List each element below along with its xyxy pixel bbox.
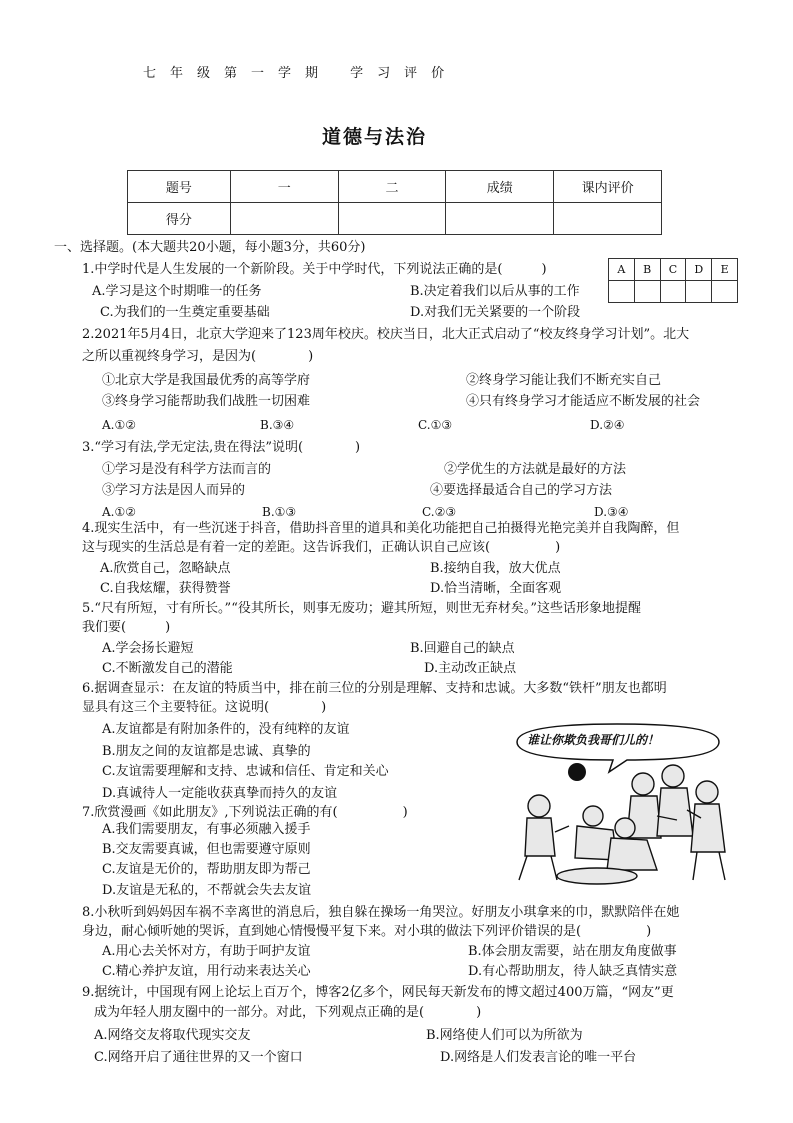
q8-option-c[interactable]: C.精心养护友谊，用行动来表达关心 (102, 964, 311, 979)
q4-option-d[interactable]: D.恰当清晰，全面客观 (430, 581, 562, 596)
subject-title: 道德与法治 (322, 126, 428, 148)
score-table-header: 成绩 (446, 171, 554, 203)
section-heading: 一、选择题。(本大题共20小题，每小题3分，共60分) (54, 240, 366, 255)
answer-cell[interactable] (660, 281, 686, 303)
q2-statement: ③终身学习能帮助我们战胜一切困难 (102, 394, 311, 409)
q2-option-a[interactable]: A.①② (102, 418, 136, 432)
q7-option-d[interactable]: D.友谊是无私的，不帮就会失去友谊 (102, 883, 312, 898)
question-1-stem: 1.中学时代是人生发展的一个新阶段。关于中学时代，下列说法正确的是( ) (82, 262, 547, 277)
q4-option-c[interactable]: C.自我炫耀，获得赞誉 (100, 581, 231, 596)
score-table-header: 一 (230, 171, 338, 203)
answer-letter: B (634, 259, 660, 281)
q8-option-d[interactable]: D.有心帮助朋友，待人缺乏真情实意 (468, 964, 678, 979)
answer-letter: A (609, 259, 635, 281)
q2-statement: ②终身学习能让我们不断充实自己 (466, 373, 662, 388)
q1-option-d[interactable]: D.对我们无关紧要的一个阶段 (410, 305, 581, 320)
q8-option-b[interactable]: B.体会朋友需要，站在朋友角度做事 (468, 944, 677, 959)
q3-statement: ④要选择最适合自己的学习方法 (430, 483, 613, 498)
question-9-stem: 9.据统计，中国现有网上论坛上百万个，博客2亿多个，网民每天新发布的博文超过400万篇，“网友”更 (82, 985, 674, 1000)
q3-statement: ①学习是没有科学方法而言的 (102, 462, 272, 477)
q3-option-a[interactable]: A.①② (102, 505, 136, 519)
question-9-stem: 成为年轻人朋友圈中的一部分。对此，下列观点正确的是( ) (94, 1005, 482, 1020)
question-4-stem: 这与现实的生活总是有着一定的差距。这告诉我们，正确认识自己应该( ) (82, 540, 561, 555)
answer-cell[interactable] (686, 281, 712, 303)
answer-letter: C (660, 259, 686, 281)
q4-option-a[interactable]: A.欣赏自己，忽略缺点 (100, 561, 231, 576)
q9-option-d[interactable]: D.网络是人们发表言论的唯一平台 (440, 1050, 637, 1065)
score-table-header: 课内评价 (554, 171, 662, 203)
q7-option-a[interactable]: A.我们需要朋友，有事必须融入援手 (102, 822, 311, 837)
q9-option-a[interactable]: A.网络交友将取代现实交友 (94, 1028, 251, 1043)
answer-letter: D (686, 259, 712, 281)
q2-option-b[interactable]: B.③④ (260, 418, 295, 432)
q1-option-a[interactable]: A.学习是这个时期唯一的任务 (92, 284, 262, 299)
q5-option-c[interactable]: C.不断激发自己的潜能 (102, 661, 233, 676)
q2-option-d[interactable]: D.②④ (590, 418, 625, 432)
cartoon-caption: 谁让你欺负我哥们儿的！ (527, 733, 660, 747)
answer-cell[interactable] (634, 281, 660, 303)
q2-option-c[interactable]: C.①③ (418, 418, 453, 432)
question-5-stem: 我们要( ) (82, 620, 171, 635)
question-5-stem: 5.“尺有所短，寸有所长。”“役其所长，则事无废功；避其所短，则世无弃材矣。”这些话形象地提醒 (82, 601, 641, 616)
q1-option-b[interactable]: B.决定着我们以后从事的工作 (410, 284, 580, 299)
q1-option-c[interactable]: C.为我们的一生奠定重要基础 (100, 305, 270, 320)
q6-option-a[interactable]: A.友谊都是有附加条件的，没有纯粹的友谊 (102, 722, 350, 737)
score-cell[interactable] (338, 203, 446, 235)
q3-option-c[interactable]: C.②③ (422, 505, 457, 519)
q5-option-a[interactable]: A.学会扬长避短 (102, 641, 194, 656)
score-cell[interactable] (446, 203, 554, 235)
q6-option-c[interactable]: C.友谊需要理解和支持、忠诚和信任、肯定和关心 (102, 764, 389, 779)
question-3-stem: 3.“学习有法,学无定法,贵在得法”说明( ) (82, 440, 361, 455)
answer-cell[interactable] (712, 281, 738, 303)
question-2-stem: 2.2021年5月4日，北京大学迎来了123周年校庆。校庆当日，北大正式启动了“校友终身学习计划”。北大 (82, 327, 690, 342)
answer-cell[interactable] (609, 281, 635, 303)
question-8-stem: 8.小秋听到妈妈因车祸不幸离世的消息后，独自躲在操场一角哭泣。好朋友小琪拿来的巾，默默陪伴在她 (82, 905, 680, 920)
q3-statement: ③学习方法是因人而异的 (102, 483, 246, 498)
question-7-stem: 7.欣赏漫画《如此朋友》,下列说法正确的有( ) (82, 805, 408, 820)
exam-header: 七年级第一学期 学习评价 (143, 66, 459, 81)
question-6-stem: 显具有这三个主要特征。这说明( ) (82, 700, 327, 715)
q3-statement: ②学优生的方法就是最好的方法 (444, 462, 627, 477)
question-6-stem: 6.据调查显示：在友谊的特质当中，排在前三位的分别是理解、支持和忠诚。大多数“铁杆”朋友也都明 (82, 681, 667, 696)
answer-letter: E (712, 259, 738, 281)
q4-option-b[interactable]: B.接纳自我，放大优点 (430, 561, 561, 576)
q7-option-c[interactable]: C.友谊是无价的，帮助朋友即为帮己 (102, 862, 311, 877)
q2-statement: ④只有终身学习才能适应不断发展的社会 (466, 394, 701, 409)
q2-statement: ①北京大学是我国最优秀的高等学府 (102, 373, 311, 388)
q5-option-b[interactable]: B.回避自己的缺点 (410, 641, 515, 656)
answer-box (608, 258, 738, 303)
score-table (127, 170, 662, 235)
q5-option-d[interactable]: D.主动改正缺点 (424, 661, 517, 676)
score-table-header: 题号 (128, 171, 231, 203)
score-row-label: 得分 (128, 203, 231, 235)
q3-option-d[interactable]: D.③④ (594, 505, 629, 519)
score-cell[interactable] (230, 203, 338, 235)
q8-option-a[interactable]: A.用心去关怀对方，有助于呵护友谊 (102, 944, 311, 959)
q3-option-b[interactable]: B.①③ (262, 505, 297, 519)
question-8-stem: 身边，耐心倾听她的哭诉，直到她心情慢慢平复下来。对小琪的做法下列评价错误的是( ) (82, 924, 652, 939)
q6-option-d[interactable]: D.真诚待人一定能收获真挚而持久的友谊 (102, 786, 338, 801)
question-2-stem: 之所以重视终身学习，是因为( ) (82, 349, 314, 364)
score-table-header: 二 (338, 171, 446, 203)
q7-option-b[interactable]: B.交友需要真诚，但也需要遵守原则 (102, 842, 311, 857)
score-cell[interactable] (554, 203, 662, 235)
q9-option-c[interactable]: C.网络开启了通往世界的又一个窗口 (94, 1050, 303, 1065)
cartoon-illustration (497, 720, 737, 888)
q6-option-b[interactable]: B.朋友之间的友谊都是忠诚、真挚的 (102, 744, 311, 759)
q9-option-b[interactable]: B.网络使人们可以为所欲为 (426, 1028, 583, 1043)
question-4-stem: 4.现实生活中，有一些沉迷于抖音，借助抖音里的道具和美化功能把自己拍摄得光艳完美并自我陶醉，但 (82, 521, 680, 536)
